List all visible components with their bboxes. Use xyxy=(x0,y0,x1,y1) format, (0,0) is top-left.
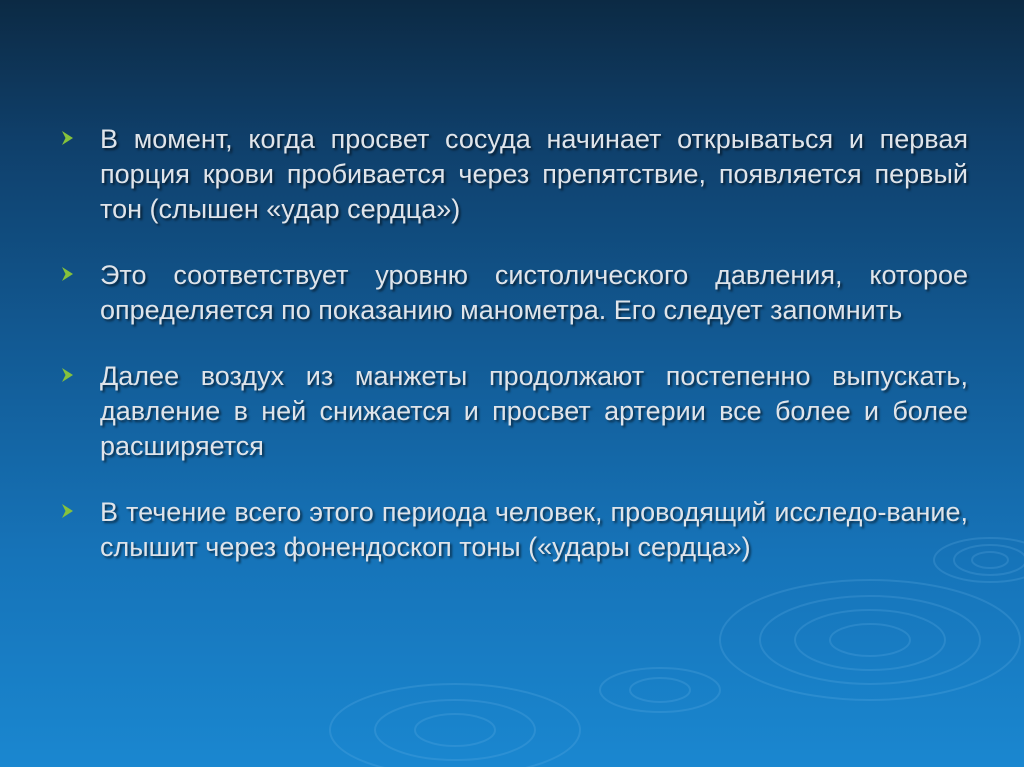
bullet-item xyxy=(58,258,968,328)
bullet-item xyxy=(58,122,968,227)
arrowhead-bullet-icon xyxy=(58,264,78,284)
bullet-text: В момент, когда просвет сосуда начинает открываться и первая порция крови пробивается через препятствие, появляется первый тон (слышен «удар сердца») xyxy=(100,124,968,224)
bullet-item xyxy=(58,359,968,464)
arrowhead-bullet-icon xyxy=(58,365,78,385)
slide-bullet-list xyxy=(58,122,968,596)
bullet-item xyxy=(58,495,968,565)
bullet-text: В течение всего этого периода человек, проводящий исследо-вание, слышит через фонендоскоп тоны («удары сердца») xyxy=(100,497,968,562)
arrowhead-bullet-icon xyxy=(58,501,78,521)
arrowhead-bullet-icon xyxy=(58,128,78,148)
bullet-text: Это соответствует уровню систолического давления, которое определяется по показанию манометра. Его следует запомнить xyxy=(100,260,968,325)
bullet-text: Далее воздух из манжеты продолжают постепенно выпускать, давление в ней снижается и просвет артерии все более и более расширяется xyxy=(100,361,968,461)
